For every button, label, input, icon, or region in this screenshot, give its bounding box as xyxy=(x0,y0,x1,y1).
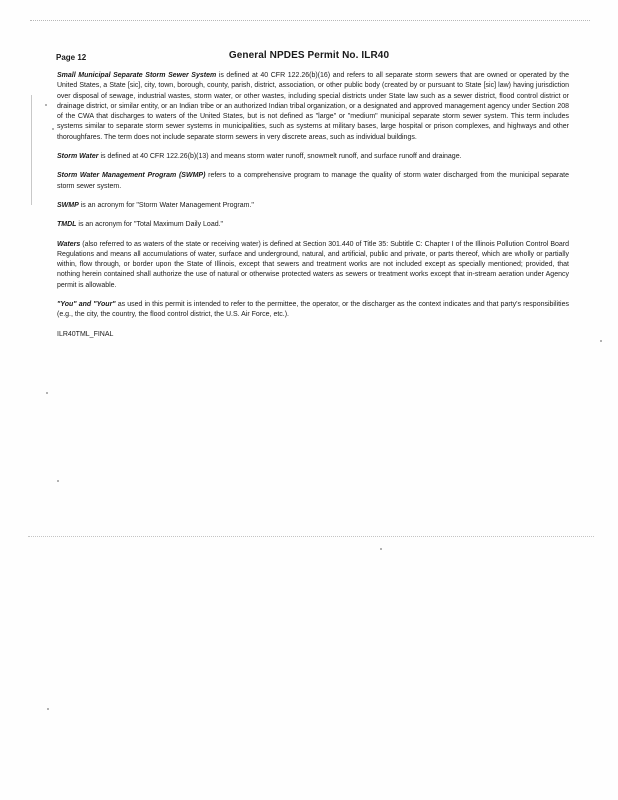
page-title: General NPDES Permit No. ILR40 xyxy=(228,50,390,61)
definition-term: SWMP xyxy=(57,201,79,209)
scan-artifact-left xyxy=(31,95,32,205)
definition-text: is an acronym for "Storm Water Management Program." xyxy=(78,201,254,209)
scan-speck xyxy=(47,708,49,710)
page-number: Page 12 xyxy=(56,53,87,62)
definition-term: "You" and "Your" xyxy=(57,301,116,309)
definition-term: Small Municipal Separate Storm Sewer System xyxy=(57,72,217,79)
definition-term: TMDL xyxy=(57,221,77,229)
scan-speck xyxy=(45,104,47,106)
definition-text: is defined at 40 CFR 122.26(b)(16) and refers to all separate storm sewers that are owned or operated by the United States, a State [sic], city, town, borough, county, parish, district, association, or other public body (created by or pursuant to State [sic] law) having jurisdiction over disposal of sewage, industrial wastes, storm water, or other wastes, including special districts under State law such as a sewer district, flood control district or drainage district, or similar entity, or an Indian tribe or an authorized Indian tribal organization, or a designated and approved management agency under Section 208 of the CWA that discharges to waters of the United States, but is not defined as "large" or "medium" municipal separate storm sewer system. This term includes systems similar to separate storm sewer systems in municipalities, such as systems at military bases, large hospital or prison complexes, and highways and other thoroughfares. The term does not include separate storm sewers in very discrete areas, such as individual buildings. xyxy=(57,72,569,141)
scan-artifact-middle xyxy=(28,536,594,537)
scan-speck xyxy=(46,392,48,394)
scan-speck xyxy=(57,480,59,482)
definition-term: Storm Water Management Program (SWMP) xyxy=(57,172,206,180)
definition-paragraph xyxy=(57,220,569,230)
definitions-body xyxy=(57,71,569,340)
definition-paragraph xyxy=(57,152,569,162)
page-header xyxy=(56,50,562,64)
definition-text: as used in this permit is intended to refer to the permittee, the operator, or the discharger as the context indicates and that party's responsibilities (e.g., the city, the country, the flood control district, the U.S. Air Force, etc.). xyxy=(57,301,569,319)
scan-artifact-top xyxy=(30,20,590,21)
definition-text: (also referred to as waters of the state or receiving water) is defined at Section 301.440 of Title 35: Subtitle C: Chapter I of the Illinois Pollution Control Board Regulations and means all accumulations of water, surface and underground, natural, and artificial, public and private, or parts thereof, which are wholly or partially within, flow through, or border upon the State of Illinois, except that sewers and treatment works are not included except as specially mentioned; provided, that nothing herein contained shall authorize the use of natural or otherwise protected waters as sewers or treatment works except that in-stream aeration under Agency permit is allowable. xyxy=(57,240,569,289)
definition-text: is defined at 40 CFR 122.26(b)(13) and means storm water runoff, snowmelt runoff, and surface runoff and drainage. xyxy=(98,153,462,161)
document-code: ILR40TML_FINAL xyxy=(57,330,114,338)
definition-paragraph xyxy=(57,171,569,192)
definition-paragraph xyxy=(57,300,569,321)
scan-speck xyxy=(52,128,54,130)
definition-term: Waters xyxy=(57,240,81,248)
definition-paragraph xyxy=(57,71,569,143)
definition-paragraph xyxy=(57,201,569,211)
definition-text: is an acronym for "Total Maximum Daily Load." xyxy=(76,221,224,229)
definition-paragraph xyxy=(57,240,569,291)
scan-speck xyxy=(380,548,382,550)
definition-text: refers to a comprehensive program to manage the quality of storm water discharged from the municipal separate storm sewer system. xyxy=(57,172,569,190)
scan-speck xyxy=(600,340,602,342)
definition-term: Storm Water xyxy=(57,153,99,161)
